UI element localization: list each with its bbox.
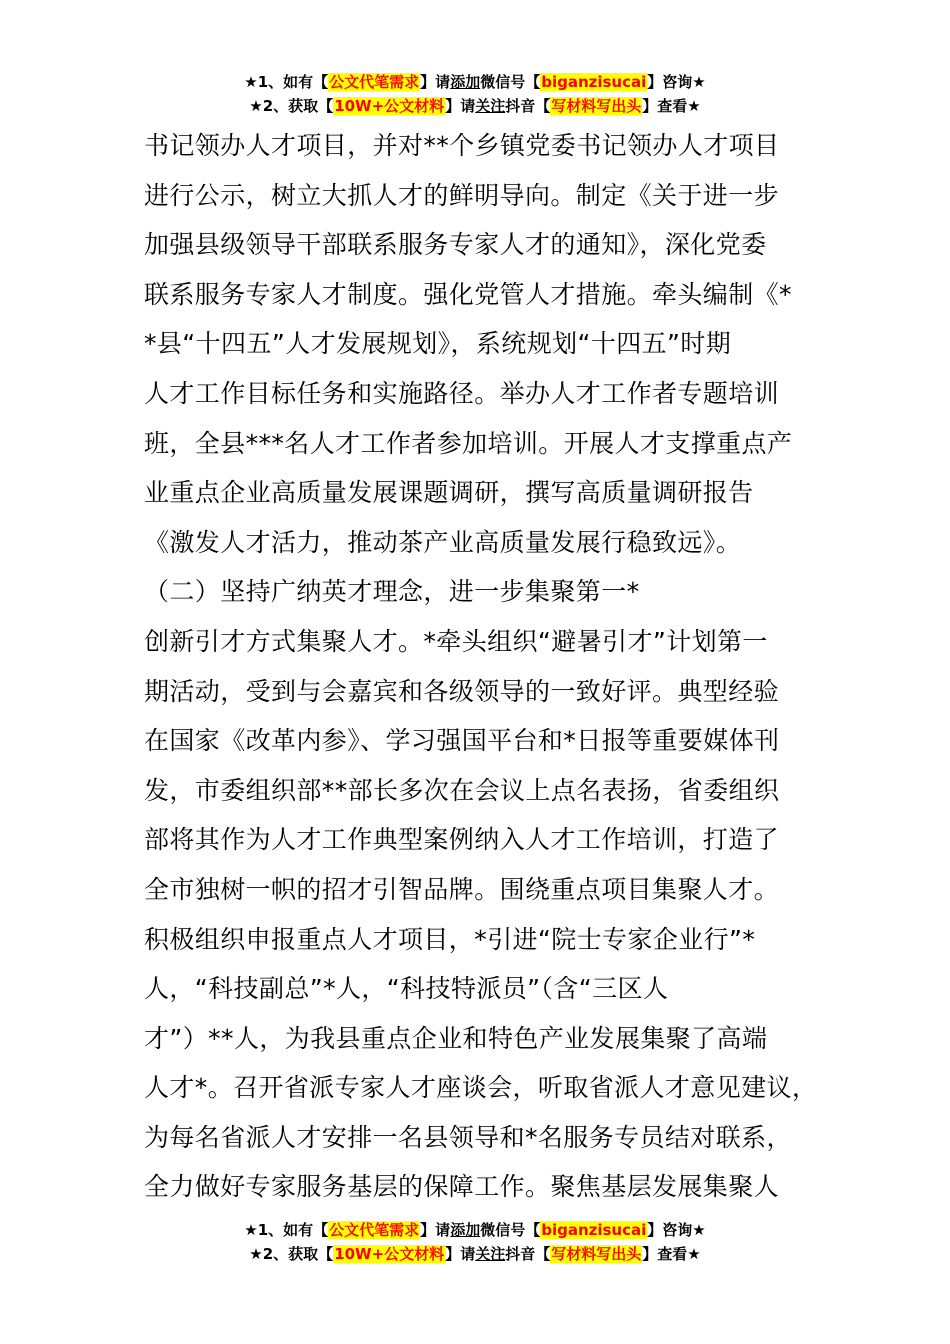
banner-line-2-mid: 】请: [445, 97, 476, 115]
body-line: *县“十四五”人才发展规划》，系统规划“十四五”时期: [144, 329, 732, 359]
banner-line-2-underline: 关注: [475, 97, 506, 115]
body-line: 全市独树一帜的招才引智品牌。围绕重点项目集聚人才。: [144, 874, 780, 904]
banner-line-1-highlight-wechat: biganzisucai: [541, 1221, 647, 1239]
section-heading: （二）坚持广纳英才理念，进一步集聚第一*: [144, 577, 640, 607]
body-line: 班，全县***名人才工作者参加培训。开展人才支撑重点产: [144, 428, 793, 458]
banner-line-1-suffix: 】咨询★: [647, 1221, 706, 1239]
banner-line-1: [0, 70, 950, 94]
banner-line-2-mid2: 抖音【: [505, 1245, 551, 1263]
banner-line-2-highlight-douyin: 写材料写出头: [551, 97, 642, 115]
banner-line-2-highlight-materials: 10W+公文材料: [334, 1245, 445, 1263]
banner-line-1-highlight-service: 公文代笔需求: [329, 73, 420, 91]
banner-line-1-suffix: 】咨询★: [647, 73, 706, 91]
body-line: 联系服务专家人才制度。强化党管人才措施。牵头编制《*: [144, 279, 792, 309]
footer-banner: [0, 1218, 950, 1266]
banner-line-2-mid: 】请: [445, 1245, 476, 1263]
body-line: 进行公示，树立大抓人才的鲜明导向。制定《关于进一步: [144, 180, 780, 210]
body-line: 《激发人才活力，推动茶产业高质量发展行稳致远》。: [144, 527, 742, 557]
body-line: 在国家《改革内参》、学习强国平台和*日报等重要媒体刊: [144, 726, 780, 756]
banner-line-1-prefix: ★1、如有【: [244, 1221, 329, 1239]
body-line: 期活动，受到与会嘉宾和各级领导的一致好评。典型经验: [144, 676, 780, 706]
banner-line-1-mid: 】请: [420, 73, 451, 91]
banner-line-2-suffix: 】查看★: [642, 97, 701, 115]
banner-line-2-prefix: ★2、获取【: [249, 1245, 334, 1263]
banner-line-2-prefix: ★2、获取【: [249, 97, 334, 115]
body-line: 为每名省派人才安排一名县领导和*名服务专员结对联系，: [144, 1122, 792, 1152]
body-line: 创新引才方式集聚人才。*牵头组织“避暑引才”计划第一: [144, 626, 768, 656]
body-line: 人，“科技副总”*人，“科技特派员”（含“三区人: [144, 974, 669, 1004]
body-line: 发，市委组织部**部长多次在会议上点名表扬，省委组织: [144, 775, 780, 805]
banner-line-1-underline: 添加: [450, 1221, 481, 1239]
document-body: [144, 121, 834, 1212]
banner-line-1: [0, 1218, 950, 1242]
banner-line-1-mid: 】请: [420, 1221, 451, 1239]
banner-line-1-highlight-wechat: biganzisucai: [541, 73, 647, 91]
banner-line-2-highlight-materials: 10W+公文材料: [334, 97, 445, 115]
banner-line-1-mid2: 微信号【: [480, 1221, 541, 1239]
header-banner: [0, 70, 950, 118]
banner-line-1-mid2: 微信号【: [480, 73, 541, 91]
banner-line-1-underline: 添加: [450, 73, 481, 91]
body-line: 部将其作为人才工作典型案例纳入人才工作培训，打造了: [144, 825, 780, 855]
body-line: 人才工作目标任务和实施路径。举办人才工作者专题培训: [144, 378, 780, 408]
banner-line-1-prefix: ★1、如有【: [244, 73, 329, 91]
banner-line-1-highlight-service: 公文代笔需求: [329, 1221, 420, 1239]
body-line: 人才*。召开省派专家人才座谈会，听取省派人才意见建议，: [144, 1073, 818, 1103]
banner-line-2: [0, 1242, 950, 1266]
banner-line-2-underline: 关注: [475, 1245, 506, 1263]
banner-line-2: [0, 94, 950, 118]
body-line: 书记领办人才项目，并对**个乡镇党委书记领办人才项目: [144, 131, 780, 160]
body-line: 业重点企业高质量发展课题调研，撰写高质量调研报告: [144, 478, 754, 508]
body-line: 才”）**人，为我县重点企业和特色产业发展集聚了高端: [144, 1023, 768, 1053]
body-line: 积极组织申报重点人才项目，*引进“院士专家企业行”*: [144, 924, 756, 954]
banner-line-2-highlight-douyin: 写材料写出头: [551, 1245, 642, 1263]
banner-line-2-mid2: 抖音【: [505, 97, 551, 115]
body-line: 加强县级领导干部联系服务专家人才的通知》，深化党委: [144, 230, 767, 260]
body-line: 全力做好专家服务基层的保障工作。聚焦基层发展集聚人: [144, 1172, 780, 1202]
banner-line-2-suffix: 】查看★: [642, 1245, 701, 1263]
